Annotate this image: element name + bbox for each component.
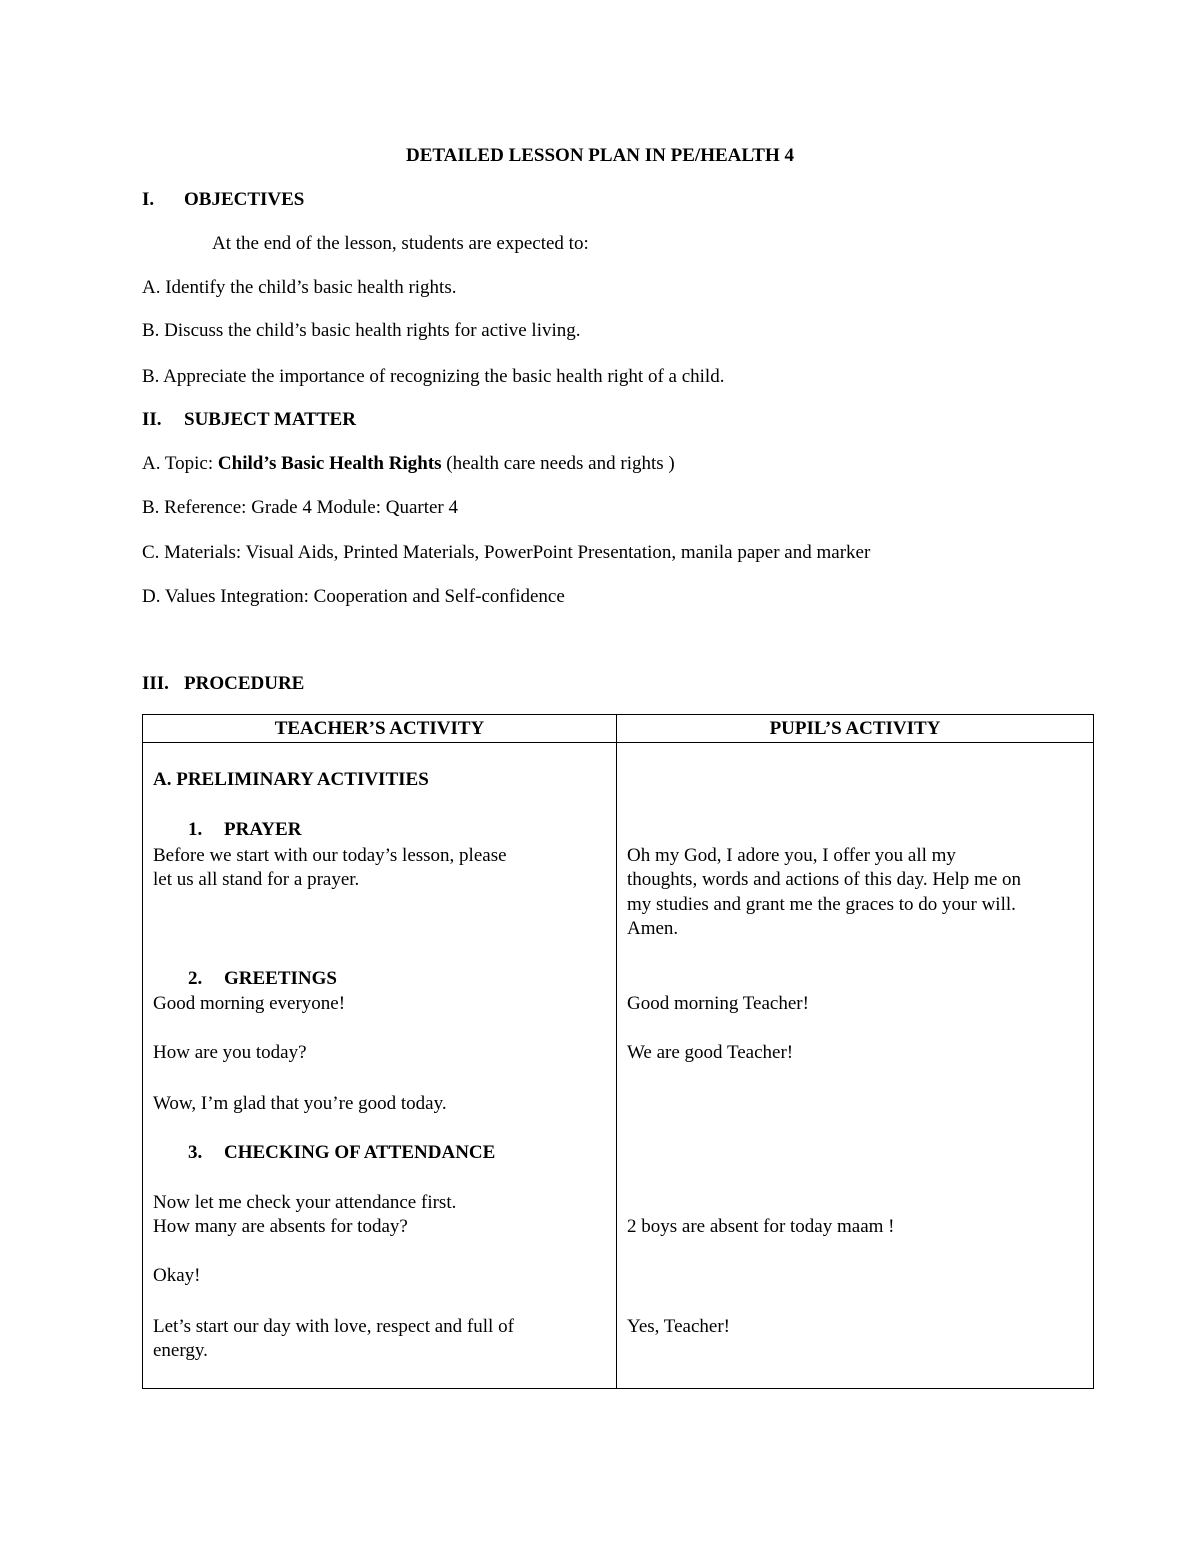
values-line: D. Values Integration: Cooperation and Self-confidence [142, 586, 565, 607]
teacher-line: energy. [153, 1340, 208, 1361]
objective-item: B. Appreciate the importance of recognizing the basic health right of a child. [142, 366, 725, 387]
topic-title: Child’s Basic Health Rights [217, 453, 442, 474]
pupil-line: Amen. [627, 918, 679, 939]
topic-suffix: (health care needs and rights ) [441, 453, 675, 474]
procedure-table [142, 714, 1094, 1389]
greetings-label: GREETINGS [224, 968, 337, 989]
attendance-heading [188, 1142, 495, 1164]
pupil-activity-cell [617, 743, 1094, 1389]
pupil-line: Good morning Teacher! [627, 993, 809, 1014]
procedure-label: PROCEDURE [184, 673, 305, 694]
subject-matter-heading [142, 409, 356, 431]
prayer-heading [188, 819, 301, 841]
greetings-heading [188, 968, 337, 990]
pupil-line: my studies and grant me the graces to do your will. [627, 894, 1016, 915]
objectives-label: OBJECTIVES [184, 189, 305, 210]
teacher-line: Wow, I’m glad that you’re good today. [153, 1093, 447, 1114]
teacher-line: Before we start with our today’s lesson, please [153, 845, 507, 866]
pupil-line: We are good Teacher! [627, 1042, 794, 1063]
pupil-activity-header: PUPIL’S ACTIVITY [617, 715, 1094, 743]
objectives-heading [142, 189, 304, 211]
objective-item: A. Identify the child’s basic health rights. [142, 277, 457, 298]
prayer-number: 1. [188, 819, 203, 840]
objectives-intro: At the end of the lesson, students are expected to: [212, 233, 589, 254]
pupil-line: thoughts, words and actions of this day. Help me on [627, 869, 1022, 890]
reference-line: B. Reference: Grade 4 Module: Quarter 4 [142, 497, 459, 518]
procedure-heading [142, 673, 304, 695]
document-title: DETAILED LESSON PLAN IN PE/HEALTH 4 [405, 145, 794, 166]
teacher-line: Now let me check your attendance first. [153, 1192, 457, 1213]
teacher-line: let us all stand for a prayer. [153, 869, 360, 890]
teacher-line: How are you today? [153, 1042, 307, 1063]
pupil-line: Oh my God, I adore you, I offer you all my [627, 845, 956, 866]
teacher-line: How many are absents for today? [153, 1216, 408, 1237]
attendance-number: 3. [188, 1142, 203, 1163]
pupil-line: Yes, Teacher! [627, 1316, 730, 1337]
topic-line [142, 453, 675, 475]
teacher-activity-cell [143, 743, 617, 1389]
objective-item: B. Discuss the child’s basic health rights for active living. [142, 320, 581, 341]
pupil-line: 2 boys are absent for today maam ! [627, 1216, 895, 1237]
procedure-number: III. [142, 673, 169, 694]
prayer-label: PRAYER [224, 819, 302, 840]
topic-prefix: A. Topic: [142, 453, 218, 474]
objectives-number: I. [142, 189, 155, 210]
teacher-line: Okay! [153, 1265, 201, 1286]
attendance-label: CHECKING OF ATTENDANCE [224, 1142, 496, 1163]
teacher-line: Let’s start our day with love, respect and full of [153, 1316, 514, 1337]
subject-matter-label: SUBJECT MATTER [184, 409, 356, 430]
subject-matter-number: II. [142, 409, 162, 430]
procedure-table-header-row [143, 715, 1094, 743]
greetings-number: 2. [188, 968, 203, 989]
procedure-table-row [143, 743, 1094, 1389]
teacher-activity-header: TEACHER’S ACTIVITY [143, 715, 617, 743]
preliminary-activities-heading: A. PRELIMINARY ACTIVITIES [153, 769, 429, 790]
teacher-line: Good morning everyone! [153, 993, 346, 1014]
materials-line: C. Materials: Visual Aids, Printed Materials, PowerPoint Presentation, manila paper and marker [142, 542, 871, 563]
